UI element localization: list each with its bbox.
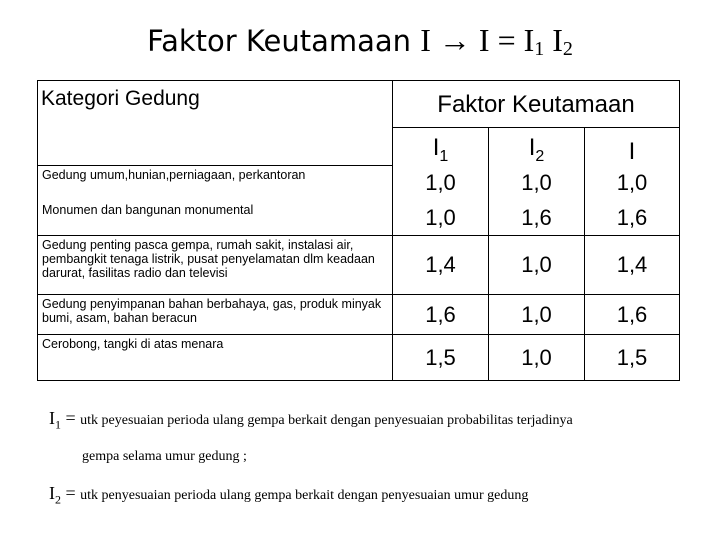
row-i2: 1,0: [489, 166, 585, 201]
row-i1: 1,0: [393, 201, 489, 236]
row-category: Monumen dan bangunan monumental: [38, 201, 393, 236]
title-formula: $I \to I = I_1$ $I_2$: [420, 22, 573, 60]
table-row: [38, 236, 680, 295]
row-category: Gedung penyimpanan bahan berbahaya, gas, produk minyak bumi, asam, bahan beracun: [38, 295, 393, 335]
row-i: 1,6: [585, 295, 680, 335]
header-factor: Faktor Keutamaan: [393, 81, 680, 128]
header-i: I: [585, 128, 680, 166]
note-i1-continuation: gempa selama umur gedung ;: [82, 448, 247, 464]
table-row: [38, 166, 680, 201]
row-i2: 1,6: [489, 201, 585, 236]
note-i2: $I_2$ = utk penyesuaian perioda ulang gempa berkait dengan penyesuaian umur gedung: [49, 482, 529, 507]
header-category: Kategori Gedung: [38, 81, 393, 166]
row-category: Gedung penting pasca gempa, rumah sakit, instalasi air, pembangkit tenaga listrik, pusat penyelamatan dlm keadaan darurat, fasilitas radio dan televisi: [38, 236, 393, 295]
row-category: Gedung umum,hunian,perniagaan, perkantoran: [38, 166, 393, 201]
page-title: Faktor Keutamaan $I \to I = I_1$ $I_2$: [147, 22, 573, 60]
table-header-row: [38, 81, 680, 128]
row-i: 1,4: [585, 236, 680, 295]
importance-factor-table: [37, 80, 680, 381]
table-row: [38, 295, 680, 335]
row-i1: 1,6: [393, 295, 489, 335]
row-category: Cerobong, tangki di atas menara: [38, 335, 393, 381]
row-i2: 1,0: [489, 236, 585, 295]
row-i2: 1,0: [489, 295, 585, 335]
row-i: 1,0: [585, 166, 680, 201]
notes: [49, 408, 689, 509]
row-i: 1,6: [585, 201, 680, 236]
table-row: [38, 201, 680, 236]
header-i2: $I_2$: [489, 128, 585, 166]
row-i1: 1,5: [393, 335, 489, 381]
row-i1: 1,4: [393, 236, 489, 295]
table-row: [38, 335, 680, 381]
row-i: 1,5: [585, 335, 680, 381]
row-i2: 1,0: [489, 335, 585, 381]
header-i1: $I_1$: [393, 128, 489, 166]
note-i1: $I_1$ = utk peyesuaian perioda ulang gempa berkait dengan penyesuaian probabilitas terjadinya: [49, 408, 573, 432]
row-i1: 1,0: [393, 166, 489, 201]
